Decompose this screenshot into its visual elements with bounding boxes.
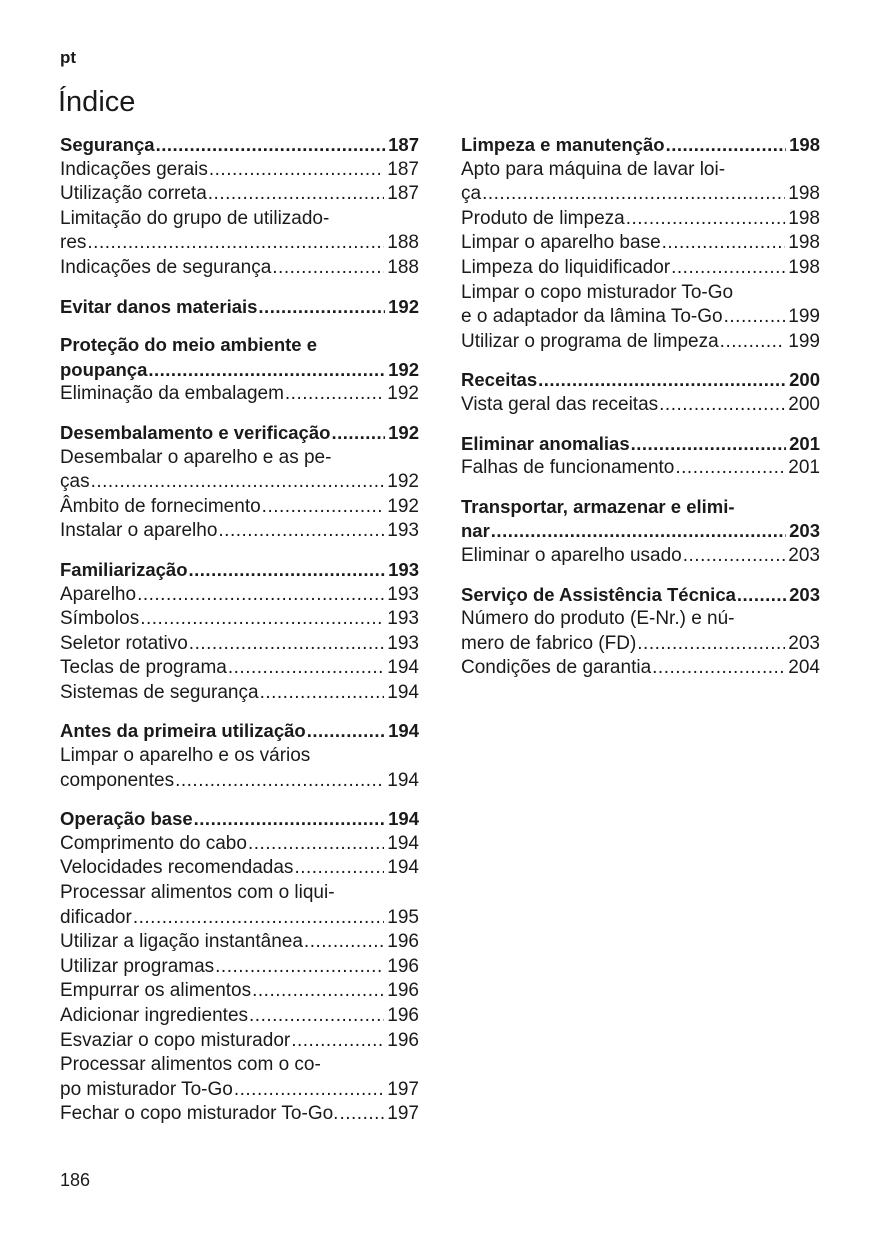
toc-entry-title: Limpeza do liquidificador bbox=[461, 256, 671, 278]
toc-entry-title: res bbox=[60, 232, 87, 254]
dot-leader bbox=[339, 1102, 384, 1127]
toc-entry[interactable] bbox=[60, 1029, 419, 1054]
toc-entry-text-line: Desembalar o aparelho e as pe- bbox=[60, 446, 332, 468]
toc-section bbox=[60, 807, 419, 1127]
toc-entry-line bbox=[60, 421, 419, 446]
toc-entry-page: 204 bbox=[788, 657, 820, 679]
toc-section bbox=[60, 719, 419, 793]
toc-section bbox=[60, 133, 419, 281]
dot-leader bbox=[156, 133, 386, 158]
toc-entry[interactable] bbox=[461, 256, 820, 281]
dot-leader bbox=[538, 368, 786, 393]
toc-section-heading[interactable] bbox=[60, 333, 419, 382]
dot-leader bbox=[652, 656, 785, 681]
dot-leader bbox=[248, 832, 384, 857]
toc-entry-title: Desembalamento e verificação bbox=[60, 421, 331, 443]
toc-section bbox=[60, 295, 419, 320]
toc-entry-line bbox=[60, 906, 419, 931]
dot-leader bbox=[148, 358, 385, 383]
toc-entry-title: Segurança bbox=[60, 134, 155, 155]
toc-entry-page: 196 bbox=[387, 980, 419, 1002]
toc-entry-page: 192 bbox=[387, 471, 419, 493]
toc-entry-line bbox=[461, 231, 820, 256]
toc-entry-title: Aparelho bbox=[60, 583, 137, 605]
toc-entry-title: Antes da primeira utilização bbox=[60, 720, 306, 742]
toc-section-heading[interactable] bbox=[461, 133, 820, 158]
toc-entry-title: Utilizar programas bbox=[60, 955, 215, 977]
toc-entry-line bbox=[60, 495, 419, 520]
toc-section-heading[interactable] bbox=[461, 583, 820, 608]
toc-entry-title: Eliminar o aparelho usado bbox=[461, 544, 682, 566]
toc-section-heading[interactable] bbox=[461, 495, 820, 544]
toc-entry-page: 187 bbox=[387, 183, 419, 205]
toc-entry-line bbox=[60, 583, 419, 608]
toc-section bbox=[461, 495, 820, 569]
toc-entry-page: 197 bbox=[387, 1078, 419, 1100]
toc-entry[interactable] bbox=[60, 881, 419, 930]
toc-entry-page: 194 bbox=[387, 769, 419, 791]
toc-entry-line bbox=[60, 1078, 419, 1103]
toc-entry-text-line: Transportar, armazenar e elimi- bbox=[461, 495, 735, 517]
toc-entry-page: 196 bbox=[387, 955, 419, 977]
dot-leader bbox=[260, 681, 385, 706]
dot-leader bbox=[331, 421, 385, 446]
toc-entry-page: 197 bbox=[387, 1103, 419, 1125]
dot-leader bbox=[659, 393, 785, 418]
toc-section-heading[interactable] bbox=[60, 719, 419, 744]
toc-entry-line bbox=[461, 207, 820, 232]
toc-entry[interactable] bbox=[60, 632, 419, 657]
toc-entry[interactable] bbox=[60, 1004, 419, 1029]
toc-entry-title: Fechar o copo misturador To-Go. bbox=[60, 1103, 339, 1125]
toc-entry-title: Teclas de programa bbox=[60, 657, 227, 679]
toc-entry-page: 194 bbox=[388, 720, 419, 742]
dot-leader bbox=[228, 656, 384, 681]
toc-entry-line bbox=[60, 358, 419, 383]
toc-entry[interactable] bbox=[60, 583, 419, 608]
toc-entry-title: mero de fabrico (FD) bbox=[461, 632, 637, 654]
toc-entry[interactable] bbox=[60, 182, 419, 207]
toc-entry-line bbox=[461, 330, 820, 355]
toc-entry[interactable] bbox=[461, 330, 820, 355]
dot-leader bbox=[87, 231, 384, 256]
toc-entry-title: Utilizar a ligação instantânea bbox=[60, 931, 303, 953]
toc-entry-line bbox=[461, 305, 820, 330]
toc-entry[interactable] bbox=[60, 955, 419, 980]
toc-entry-page: 198 bbox=[788, 232, 820, 254]
toc-entry-page: 194 bbox=[387, 657, 419, 679]
dot-leader bbox=[218, 519, 384, 544]
toc-entry-title: Utilização correta bbox=[60, 183, 207, 205]
dot-leader bbox=[133, 906, 384, 931]
dot-leader bbox=[258, 295, 385, 320]
toc-entry[interactable] bbox=[60, 519, 419, 544]
toc-entry-title: Limpeza e manutenção bbox=[461, 134, 665, 155]
dot-leader bbox=[737, 583, 786, 608]
toc-entry-title: Âmbito de fornecimento bbox=[60, 495, 261, 517]
toc-entry-line bbox=[461, 544, 820, 569]
toc-entry-title: componentes bbox=[60, 769, 175, 791]
toc-entry-page: 198 bbox=[789, 134, 820, 155]
toc-entry-line bbox=[60, 256, 419, 281]
toc-entry[interactable] bbox=[461, 456, 820, 481]
toc-entry-line bbox=[60, 832, 419, 857]
toc-entry-page: 203 bbox=[789, 520, 820, 542]
toc-section-heading[interactable] bbox=[60, 133, 419, 158]
dot-leader bbox=[675, 456, 785, 481]
toc-entry-page: 198 bbox=[788, 183, 820, 205]
toc-entry-page: 192 bbox=[388, 421, 419, 443]
dot-leader bbox=[175, 769, 384, 794]
toc-entry-line bbox=[461, 182, 820, 207]
toc-entry-line bbox=[60, 1029, 419, 1054]
dot-leader bbox=[304, 930, 384, 955]
toc-entry-text-line: Processar alimentos com o co- bbox=[60, 1054, 321, 1076]
toc-left-column bbox=[60, 133, 419, 1141]
toc-entry-page: 203 bbox=[789, 583, 820, 605]
toc-entry[interactable] bbox=[461, 544, 820, 569]
toc-entry-text-line: Limitação do grupo de utilizado- bbox=[60, 207, 330, 229]
toc-entry-line bbox=[60, 133, 419, 158]
toc-entry-title: Condições de garantia bbox=[461, 657, 652, 679]
toc-section bbox=[60, 421, 419, 544]
toc-entry-text-line: Número do produto (E-Nr.) e nú- bbox=[461, 608, 735, 630]
page-number: 186 bbox=[60, 1170, 91, 1190]
toc-entry[interactable] bbox=[60, 681, 419, 706]
toc-entry-title: Seletor rotativo bbox=[60, 632, 188, 654]
toc-entry-page: 194 bbox=[387, 857, 419, 879]
toc-entry-line bbox=[461, 583, 820, 608]
language-label: pt bbox=[60, 48, 77, 67]
toc-entry-page: 193 bbox=[387, 608, 419, 630]
toc-entry-title: Evitar danos materiais bbox=[60, 295, 258, 317]
toc-entry-page: 187 bbox=[388, 134, 419, 155]
toc-entry-title: e o adaptador da lâmina To-Go bbox=[461, 306, 723, 328]
toc-entry-page: 192 bbox=[387, 383, 419, 405]
dot-leader bbox=[252, 979, 384, 1004]
toc-entry-page: 192 bbox=[387, 495, 419, 517]
toc-entry-title: Esvaziar o copo misturador bbox=[60, 1029, 291, 1051]
toc-section bbox=[461, 133, 820, 354]
dot-leader bbox=[208, 182, 385, 207]
toc-right-column bbox=[461, 133, 820, 695]
toc-entry-page: 200 bbox=[788, 393, 820, 415]
toc-section bbox=[461, 432, 820, 481]
toc-entry-page: 199 bbox=[788, 306, 820, 328]
toc-entry-line bbox=[60, 656, 419, 681]
toc-entry-line bbox=[60, 519, 419, 544]
toc-entry-title: Indicações gerais bbox=[60, 158, 208, 180]
dot-leader bbox=[294, 856, 384, 881]
toc-entry-line bbox=[60, 295, 419, 320]
toc-section-heading[interactable] bbox=[461, 432, 820, 457]
toc-entry-title: Operação base bbox=[60, 808, 193, 830]
toc-entry-page: 194 bbox=[387, 681, 419, 703]
toc-entry-line bbox=[60, 930, 419, 955]
toc-entry-line bbox=[60, 856, 419, 881]
dot-leader bbox=[683, 544, 786, 569]
toc-entry-page: 199 bbox=[788, 330, 820, 352]
dot-leader bbox=[262, 495, 385, 520]
toc-entry[interactable] bbox=[461, 207, 820, 232]
toc-entry-page: 201 bbox=[789, 432, 820, 454]
toc-entry-page: 196 bbox=[387, 1005, 419, 1026]
toc-section-heading[interactable] bbox=[60, 295, 419, 320]
toc-entry-line bbox=[60, 1004, 419, 1029]
toc-entry-title: Eliminação da embalagem bbox=[60, 383, 284, 405]
toc-entry-page: 203 bbox=[788, 544, 820, 566]
toc-entry-line bbox=[461, 656, 820, 681]
dot-leader bbox=[272, 256, 384, 281]
toc-entry-page: 196 bbox=[387, 931, 419, 953]
dot-leader bbox=[189, 558, 386, 583]
toc-entry[interactable] bbox=[60, 446, 419, 495]
dot-leader bbox=[626, 207, 786, 232]
toc-entry-line bbox=[60, 182, 419, 207]
toc-entry-title: Indicações de segurança bbox=[60, 256, 272, 278]
toc-entry-title: Comprimento do cabo bbox=[60, 832, 247, 854]
toc-entry[interactable] bbox=[60, 979, 419, 1004]
toc-entry-line bbox=[461, 393, 820, 418]
toc-entry-title: ças bbox=[60, 471, 90, 493]
toc-entry[interactable] bbox=[60, 158, 419, 183]
toc-entry[interactable] bbox=[60, 744, 419, 793]
toc-entry-title: Receitas bbox=[461, 369, 538, 391]
toc-entry-title: Serviço de Assistência Técnica bbox=[461, 583, 736, 605]
toc-entry-text-line: Apto para máquina de lavar loi- bbox=[461, 158, 726, 180]
toc-entry-text-line: Limpar o aparelho e os vários bbox=[60, 745, 311, 767]
dot-leader bbox=[637, 632, 785, 657]
dot-leader bbox=[249, 1004, 384, 1029]
toc-entry-title: ça bbox=[461, 183, 482, 205]
toc-section bbox=[461, 368, 820, 417]
toc-entry-title: Empurrar os alimentos bbox=[60, 980, 252, 1002]
toc-entry[interactable] bbox=[60, 832, 419, 857]
toc-entry-page: 194 bbox=[387, 832, 419, 854]
dot-leader bbox=[234, 1078, 384, 1103]
dot-leader bbox=[194, 807, 385, 832]
toc-entry[interactable] bbox=[60, 256, 419, 281]
toc-entry-line bbox=[60, 632, 419, 657]
toc-entry[interactable] bbox=[60, 607, 419, 632]
toc-entry-page: 193 bbox=[387, 632, 419, 654]
toc-entry-text-line: Limpar o copo misturador To-Go bbox=[461, 281, 734, 303]
dot-leader bbox=[291, 1029, 384, 1054]
toc-entry[interactable] bbox=[60, 1102, 419, 1127]
toc-entry-title: Eliminar anomalias bbox=[461, 432, 630, 454]
toc-entry-line bbox=[60, 719, 419, 744]
toc-entry[interactable] bbox=[461, 158, 820, 207]
toc-entry-line bbox=[461, 632, 820, 657]
dot-leader bbox=[140, 607, 384, 632]
toc-entry[interactable] bbox=[461, 607, 820, 656]
toc-entry-title: dificador bbox=[60, 906, 132, 928]
toc-entry-page: 200 bbox=[789, 369, 820, 391]
dot-leader bbox=[215, 955, 384, 980]
toc-entry-page: 193 bbox=[387, 583, 419, 605]
toc-entry-page: 198 bbox=[788, 207, 820, 229]
toc-section-heading[interactable] bbox=[60, 421, 419, 446]
dot-leader bbox=[137, 583, 384, 608]
dot-leader bbox=[307, 719, 385, 744]
dot-leader bbox=[720, 330, 786, 355]
dot-leader bbox=[285, 382, 384, 407]
toc-entry-page: 192 bbox=[388, 358, 419, 380]
toc-entry[interactable] bbox=[60, 495, 419, 520]
toc-entry[interactable] bbox=[461, 393, 820, 418]
toc-entry-page: 192 bbox=[388, 295, 419, 317]
toc-entry-title: Sistemas de segurança bbox=[60, 681, 259, 703]
toc-entry-page: 194 bbox=[388, 808, 419, 830]
toc-entry-title: poupança bbox=[60, 358, 148, 380]
toc-entry-text-line: Proteção do meio ambiente e bbox=[60, 334, 318, 356]
toc-entry-page: 195 bbox=[387, 906, 419, 928]
toc-entry-line bbox=[60, 955, 419, 980]
toc-entry-title: Vista geral das receitas bbox=[461, 393, 659, 415]
toc-entry-title: Instalar o aparelho bbox=[60, 520, 218, 542]
dot-leader bbox=[189, 632, 385, 657]
toc-section bbox=[461, 583, 820, 681]
dot-leader bbox=[662, 231, 786, 256]
toc-entry[interactable] bbox=[60, 1053, 419, 1102]
toc-entry-line bbox=[60, 807, 419, 832]
toc-entry[interactable] bbox=[60, 382, 419, 407]
dot-leader bbox=[724, 305, 786, 330]
toc-entry-line bbox=[60, 979, 419, 1004]
dot-leader bbox=[631, 432, 787, 457]
toc-entry-line bbox=[60, 158, 419, 183]
toc-entry[interactable] bbox=[60, 656, 419, 681]
toc-entry-line bbox=[60, 769, 419, 794]
toc-entry[interactable] bbox=[461, 281, 820, 330]
toc-entry-title: Velocidades recomendadas bbox=[60, 857, 294, 879]
toc-entry-line bbox=[60, 1102, 419, 1127]
toc-entry[interactable] bbox=[461, 656, 820, 681]
toc-entry-line bbox=[461, 133, 820, 158]
toc-section bbox=[60, 333, 419, 407]
toc-entry[interactable] bbox=[60, 930, 419, 955]
dot-leader bbox=[666, 133, 787, 158]
page-title: Índice bbox=[58, 86, 136, 118]
toc-entry-line bbox=[60, 558, 419, 583]
toc-entry-page: 196 bbox=[387, 1029, 419, 1051]
toc-entry-page: 193 bbox=[387, 520, 419, 542]
toc-entry-page: 201 bbox=[788, 457, 820, 479]
toc-entry-page: 187 bbox=[387, 158, 419, 180]
toc-entry-line bbox=[461, 519, 820, 544]
toc-entry-line bbox=[461, 456, 820, 481]
dot-leader bbox=[482, 182, 785, 207]
toc-entry-page: 193 bbox=[388, 558, 419, 580]
toc-entry-title: Falhas de funcionamento bbox=[461, 457, 675, 479]
toc-entry-line bbox=[60, 382, 419, 407]
dot-leader bbox=[491, 519, 786, 544]
toc-entry[interactable] bbox=[60, 207, 419, 256]
toc-entry-title: po misturador To-Go bbox=[60, 1078, 233, 1100]
toc-entry[interactable] bbox=[60, 856, 419, 881]
toc-entry-title: Símbolos bbox=[60, 608, 140, 630]
toc-entry-line bbox=[461, 432, 820, 457]
toc-entry-title: Familiarização bbox=[60, 558, 188, 580]
toc-entry-title: Utilizar o programa de limpeza bbox=[461, 330, 719, 352]
toc-entry-page: 203 bbox=[788, 632, 820, 654]
toc-entry-page: 188 bbox=[387, 232, 419, 254]
toc-entry-line bbox=[461, 256, 820, 281]
toc-entry-page: 188 bbox=[387, 256, 419, 278]
dot-leader bbox=[91, 470, 385, 495]
toc-entry-title: Adicionar ingredientes bbox=[60, 1005, 249, 1026]
dot-leader bbox=[209, 158, 384, 183]
toc-entry-line bbox=[60, 470, 419, 495]
toc-section bbox=[60, 558, 419, 706]
toc-entry[interactable] bbox=[461, 231, 820, 256]
toc-entry-text-line: Processar alimentos com o liqui- bbox=[60, 882, 335, 904]
toc-section-heading[interactable] bbox=[60, 807, 419, 832]
toc-entry-line bbox=[60, 607, 419, 632]
toc-entry-line bbox=[461, 368, 820, 393]
toc-entry-title: nar bbox=[461, 520, 490, 542]
toc-section-heading[interactable] bbox=[60, 558, 419, 583]
toc-entry-title: Limpar o aparelho base bbox=[461, 232, 661, 254]
toc-entry-title: Produto de limpeza bbox=[461, 207, 625, 229]
toc-entry-line bbox=[60, 681, 419, 706]
toc-entry-page: 198 bbox=[788, 256, 820, 278]
toc-section-heading[interactable] bbox=[461, 368, 820, 393]
toc-entry-line bbox=[60, 231, 419, 256]
dot-leader bbox=[671, 256, 785, 281]
